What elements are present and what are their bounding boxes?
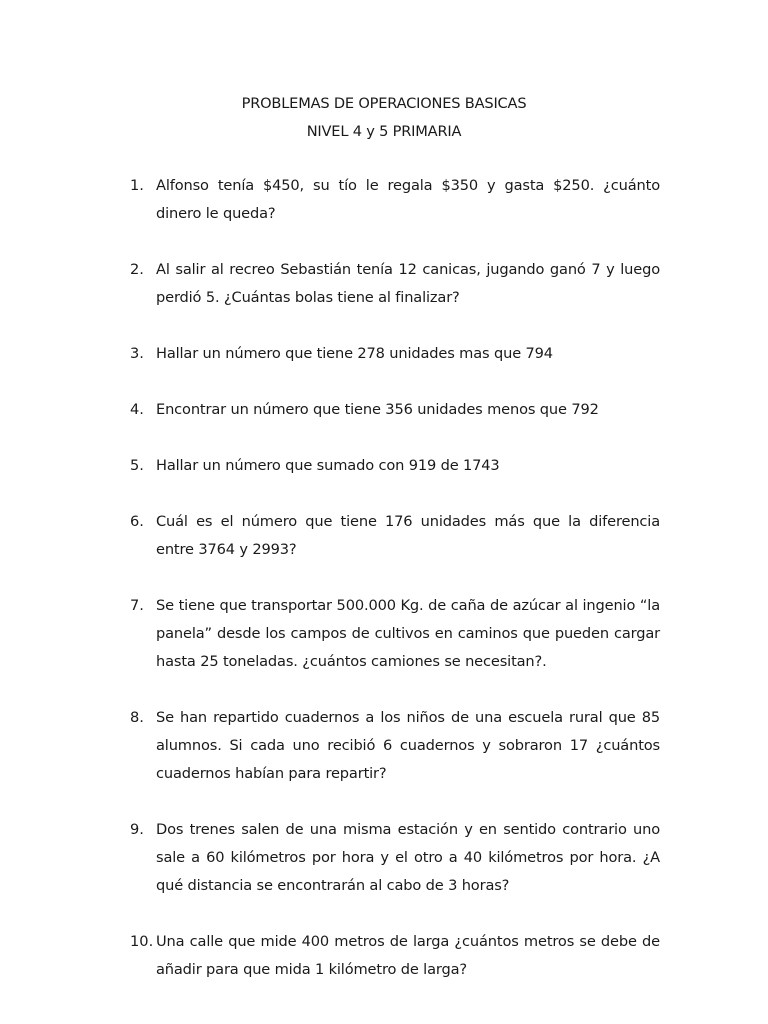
problem-number: 9. bbox=[130, 821, 144, 838]
problem-number: 2. bbox=[130, 261, 144, 278]
problem-item-1 bbox=[130, 172, 660, 228]
problem-item-5 bbox=[130, 452, 660, 480]
problem-number: 1. bbox=[130, 177, 144, 194]
document-title: PROBLEMAS DE OPERACIONES BASICAS bbox=[241, 95, 527, 112]
problem-number: 6. bbox=[130, 513, 144, 530]
problem-item-10 bbox=[130, 928, 660, 984]
problem-text: Se tiene que transportar 500.000 Kg. de caña de azúcar al ingenio “la panela” desde los campos de cultivos en caminos que pueden cargar hasta 25 toneladas. ¿cuántos camiones se necesitan?. bbox=[156, 597, 660, 670]
problem-number: 4. bbox=[130, 401, 144, 418]
problem-number: 8. bbox=[130, 709, 144, 726]
problem-item-2 bbox=[130, 256, 660, 312]
problem-text: Encontrar un número que tiene 356 unidades menos que 792 bbox=[156, 401, 599, 418]
problem-number: 3. bbox=[130, 345, 144, 362]
problem-text: Alfonso tenía $450, su tío le regala $350 y gasta $250. ¿cuánto dinero le queda? bbox=[156, 177, 660, 222]
problem-text: Hallar un número que tiene 278 unidades mas que 794 bbox=[156, 345, 553, 362]
problem-item-6 bbox=[130, 508, 660, 564]
problem-text: Una calle que mide 400 metros de larga ¿cuántos metros se debe de añadir para que mida 1 kilómetro de larga? bbox=[156, 933, 660, 978]
problem-number: 7. bbox=[130, 597, 144, 614]
problem-item-4 bbox=[130, 396, 660, 424]
problem-item-9 bbox=[130, 816, 660, 900]
problem-number: 10. bbox=[130, 933, 154, 950]
title-block bbox=[0, 90, 768, 146]
problem-text: Dos trenes salen de una misma estación y en sentido contrario uno sale a 60 kilómetros por hora y el otro a 40 kilómetros por hora. ¿A qué distancia se encontrarán al cabo de 3 horas? bbox=[156, 821, 660, 894]
document-subtitle: NIVEL 4 y 5 PRIMARIA bbox=[306, 123, 462, 140]
problem-item-8 bbox=[130, 704, 660, 788]
problem-text: Se han repartido cuadernos a los niños de una escuela rural que 85 alumnos. Si cada uno recibió 6 cuadernos y sobraron 17 ¿cuántos cuadernos habían para repartir? bbox=[156, 709, 660, 782]
problem-text: Al salir al recreo Sebastián tenía 12 canicas, jugando ganó 7 y luego perdió 5. ¿Cuántas bolas tiene al finalizar? bbox=[156, 261, 660, 306]
problem-number: 5. bbox=[130, 457, 144, 474]
problem-text: Cuál es el número que tiene 176 unidades más que la diferencia entre 3764 y 2993? bbox=[156, 513, 660, 558]
problem-item-3 bbox=[130, 340, 660, 368]
problem-item-7 bbox=[130, 592, 660, 676]
problem-text: Hallar un número que sumado con 919 de 1743 bbox=[156, 457, 500, 474]
